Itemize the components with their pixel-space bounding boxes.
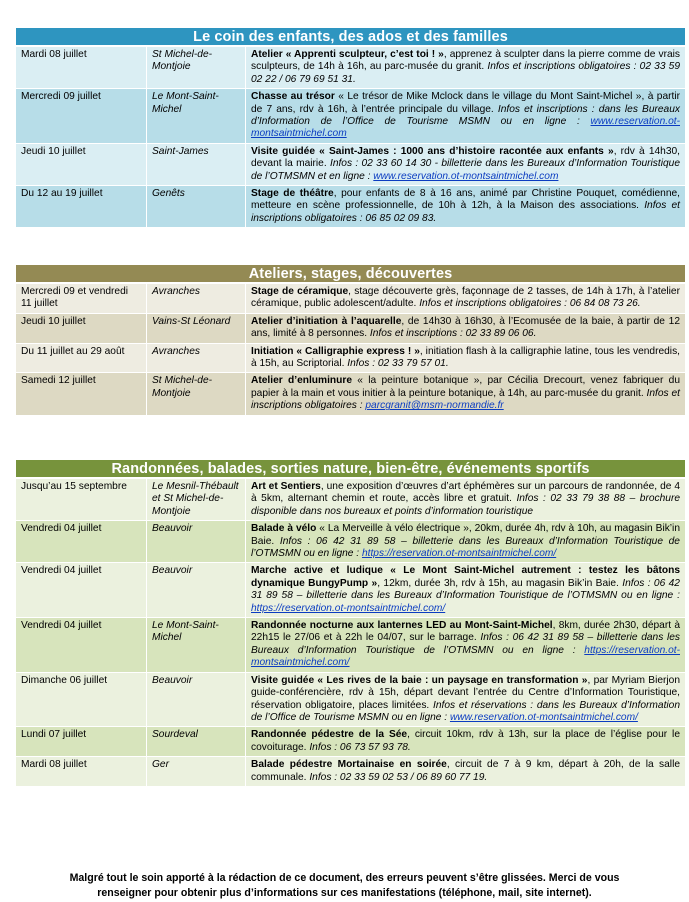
event-description	[246, 143, 686, 185]
event-row	[16, 479, 686, 521]
event-title: Stage de théâtre	[251, 188, 334, 200]
event-place: St Michel-de-Montjoie	[147, 373, 246, 415]
event-row	[16, 47, 686, 89]
event-place: Ger	[147, 757, 246, 787]
event-row	[16, 563, 686, 618]
event-title: Atelier « Apprenti sculpteur, c’est toi ! »	[251, 49, 444, 60]
disclaimer-line-2: renseigner pour obtenir plus d’informations sur ces manifestations (téléphone, mail, site internet).	[97, 887, 592, 899]
event-place: Avranches	[147, 343, 246, 373]
event-place: Beauvoir	[147, 672, 246, 727]
event-link[interactable]: https://reservation.ot-montsaintmichel.com/	[251, 644, 680, 669]
event-row	[16, 757, 686, 787]
event-description	[246, 672, 686, 727]
events-table	[15, 283, 686, 416]
section-title: Le coin des enfants, des ados et des familles	[15, 27, 686, 46]
event-description	[246, 618, 686, 673]
event-link[interactable]: https://reservation.ot-montsaintmichel.com/	[361, 548, 557, 560]
event-text: , par Myriam Bierjon guide-conférencière, rdv à 15h, départ devant l’entrée du Centre d’Information Touristique, réservation obligatoire, places limitées.	[251, 674, 680, 711]
event-date: Dimanche 06 juillet	[16, 672, 147, 727]
event-row	[16, 284, 686, 314]
event-description	[246, 313, 686, 343]
event-link[interactable]: www.reservation.ot-montsaintmichel.com	[251, 116, 680, 140]
section-hikes	[15, 459, 686, 787]
event-date: Vendredi 04 juillet	[16, 618, 147, 673]
event-text: , 12km, durée 3h, rdv à 15h, au magasin Bik’in Baie.	[377, 577, 623, 589]
event-info: Infos et inscriptions obligatoires :	[251, 387, 680, 412]
event-date: Mardi 08 juillet	[16, 47, 147, 89]
event-info: Infos et inscriptions obligatoires : 02 33 59 02 22 / 06 79 69 51 31.	[251, 61, 680, 85]
event-title: Atelier d’enluminure	[251, 375, 352, 387]
event-row	[16, 521, 686, 563]
event-info: Infos : 06 73 57 93 78.	[309, 741, 411, 753]
event-description	[246, 89, 686, 144]
event-text: , une exposition d’œuvres d’art éphémères sur un parcours de randonnée, de 4 à 5km, alternant chemin et route, accès libre et gratuit.	[251, 481, 680, 505]
event-date: Du 11 juillet au 29 août	[16, 343, 147, 373]
event-info: Infos : 02 33 59 02 53 / 06 89 60 77 19.	[309, 771, 488, 783]
event-date: Jeudi 10 juillet	[16, 313, 147, 343]
event-text: , apprenez à sculpter dans la pierre comme de vrais sculpteurs, de 14h à 16h, au parc-musée du granit.	[251, 49, 680, 73]
disclaimer-line-1: Malgré tout le soin apporté à la rédaction de ce document, des erreurs peuvent s’être glissées. Merci de vous	[69, 872, 620, 884]
section-title: Ateliers, stages, découvertes	[15, 264, 686, 283]
events-table	[15, 46, 686, 228]
event-date: Mercredi 09 et vendredi 11 juillet	[16, 284, 147, 314]
event-place: Le Mesnil-Thébault et St Michel-de-Montjoie	[147, 479, 246, 521]
event-date: Mardi 08 juillet	[16, 757, 147, 787]
event-text: , circuit de 7 à 9 km, départ à 20h, de la salle communale.	[251, 759, 680, 783]
event-description	[246, 521, 686, 563]
section-workshops	[15, 264, 686, 416]
event-info: Infos : 02 33 60 14 30 - billetterie dans les Bureaux d’Information Touristique de l’OTMSMN et en ligne :	[251, 158, 680, 182]
event-description	[246, 284, 686, 314]
event-info: Infos et inscriptions obligatoires : 06 84 08 73 26.	[419, 298, 641, 310]
event-place: St Michel-de-Montjoie	[147, 47, 246, 89]
event-title: Art et Sentiers	[251, 481, 321, 492]
event-text: , pour enfants de 8 à 16 ans, animé par Christine Pouquet, comédienne, metteure en scène professionnelle, de 10h à 12h, à la Maison des associations.	[251, 188, 680, 212]
event-link[interactable]: www.reservation.ot-montsaintmichel.com	[373, 170, 559, 182]
event-text: « Le trésor de Mike Mclock dans le village du Mont Saint-Michel », à partir de 7 ans, rdv à 16h, à l’entrée principale du village.	[251, 91, 680, 115]
event-place: Sourdeval	[147, 727, 246, 757]
event-link[interactable]: https://reservation.ot-montsaintmichel.com/	[251, 602, 446, 614]
event-place: Genêts	[147, 186, 246, 228]
event-place: Avranches	[147, 284, 246, 314]
event-date: Vendredi 04 juillet	[16, 521, 147, 563]
event-title: Atelier d’initiation à l’aquarelle	[251, 315, 402, 327]
event-text: , stage découverte grès, façonnage de 2 tasses, de 14h à 17h, à l’atelier céramique, public adolescent/adulte.	[251, 286, 680, 310]
event-text: , initiation flash à la calligraphie latine, tous les vendredis, à 15h, au Scriptorial.	[251, 345, 680, 370]
event-title: Marche active et ludique « Le Mont Saint-Michel autrement : testez les bâtons dynamique BungyPump »	[251, 565, 680, 589]
event-row	[16, 143, 686, 185]
event-title: Stage de céramique	[251, 286, 349, 297]
event-info: Infos et réservations : dans les Bureaux d’Information de l’Office de Tourisme MSMN ou en ligne :	[251, 699, 680, 723]
event-title: Balade pédestre Mortainaise en soirée	[251, 759, 447, 771]
event-row	[16, 618, 686, 673]
event-row	[16, 343, 686, 373]
event-row	[16, 727, 686, 757]
event-text: « la peinture botanique », par Cécilia Drecourt, venez fabriquer du papier à la main et vous initier à la peinture botanique, à 14h, au parc-musée du granit.	[251, 375, 680, 399]
event-row	[16, 186, 686, 228]
event-place: Beauvoir	[147, 563, 246, 618]
event-text: , rdv à 14h30, devant la mairie.	[251, 145, 680, 170]
event-text: , circuit 10km, rdv à 13h, sur la place de l’église pour le covoiturage.	[251, 729, 680, 753]
event-info: Infos : 06 42 31 89 58 – billetterie dans les Bureaux d’Information Touristique de l’OTMSMN ou en ligne :	[251, 632, 680, 656]
event-row	[16, 89, 686, 144]
event-link[interactable]: parcgranit@msm-normandie.fr	[365, 400, 504, 412]
event-date: Jeudi 10 juillet	[16, 143, 147, 185]
section-children	[15, 27, 686, 228]
event-info: Infos : 06 42 31 89 58 – billetterie dans les Bureaux d’Information Touristique de l’OTMSMN ou en ligne :	[251, 535, 680, 560]
event-info: Infos : 02 33 79 57 01.	[347, 358, 449, 370]
event-date: Lundi 07 juillet	[16, 727, 147, 757]
event-description	[246, 479, 686, 521]
event-place: Saint-James	[147, 143, 246, 185]
event-info: Infos et inscriptions : dans les Bureaux d’Information de l’Office de Tourisme MSMN ou en ligne :	[251, 103, 680, 128]
event-date: Jusqu’au 15 septembre	[16, 479, 147, 521]
event-description	[246, 373, 686, 415]
event-title: Initiation « Calligraphie express ! »	[251, 345, 420, 357]
event-row	[16, 672, 686, 727]
event-info: Infos : 06 42 31 89 58 – billetterie dans les Bureaux d’Information Touristique de l’OTMSMN ou en ligne :	[251, 577, 680, 602]
event-info: Infos et inscriptions : 02 33 89 06 06.	[369, 328, 537, 340]
event-text: « La Merveille à vélo électrique », 20km, durée 4h, rdv à 10h, au magasin Bik’in Baie.	[251, 523, 680, 547]
event-title: Randonnée nocturne aux lanternes LED au Mont-Saint-Michel	[251, 620, 553, 632]
events-table	[15, 478, 686, 787]
event-title: Visite guidée « Les rives de la baie : un paysage en transformation »	[251, 674, 588, 686]
event-title: Balade à vélo	[251, 523, 317, 535]
event-link[interactable]: www.reservation.ot-montsaintmichel.com/	[449, 711, 638, 723]
event-title: Chasse au trésor	[251, 91, 335, 103]
event-info: Infos : 02 33 79 38 88 – brochure disponible dans nos bureaux et points d’information touristique	[251, 493, 681, 517]
event-title: Randonnée pédestre de la Sée	[251, 729, 408, 741]
event-place: Le Mont-Saint-Michel	[147, 618, 246, 673]
event-description	[246, 47, 686, 89]
event-text: , 8km, durée 2h30, départ à 22h15 le 27/06 et à 22h le 04/07, sur le barrage.	[251, 620, 680, 644]
event-title: Visite guidée « Saint-James : 1000 ans d’histoire racontée aux enfants »	[251, 145, 614, 157]
event-date: Du 12 au 19 juillet	[16, 186, 147, 228]
event-place: Le Mont-Saint-Michel	[147, 89, 246, 144]
event-date: Samedi 12 juillet	[16, 373, 147, 415]
event-info: Infos et inscriptions obligatoires : 06 85 02 09 83.	[251, 200, 680, 224]
event-date: Vendredi 04 juillet	[16, 563, 147, 618]
event-place: Vains-St Léonard	[147, 313, 246, 343]
event-row	[16, 373, 686, 415]
section-title: Randonnées, balades, sorties nature, bien-être, événements sportifs	[15, 459, 686, 478]
event-description	[246, 343, 686, 373]
event-description	[246, 757, 686, 787]
event-description	[246, 563, 686, 618]
event-description	[246, 727, 686, 757]
event-text: , de 14h30 à 16h30, à l’Ecomusée de la baie, à partir de 12 ans, limité à 8 personnes.	[251, 315, 681, 340]
disclaimer	[0, 871, 689, 901]
event-place: Beauvoir	[147, 521, 246, 563]
event-description	[246, 186, 686, 228]
event-date: Mercredi 09 juillet	[16, 89, 147, 144]
event-row	[16, 313, 686, 343]
